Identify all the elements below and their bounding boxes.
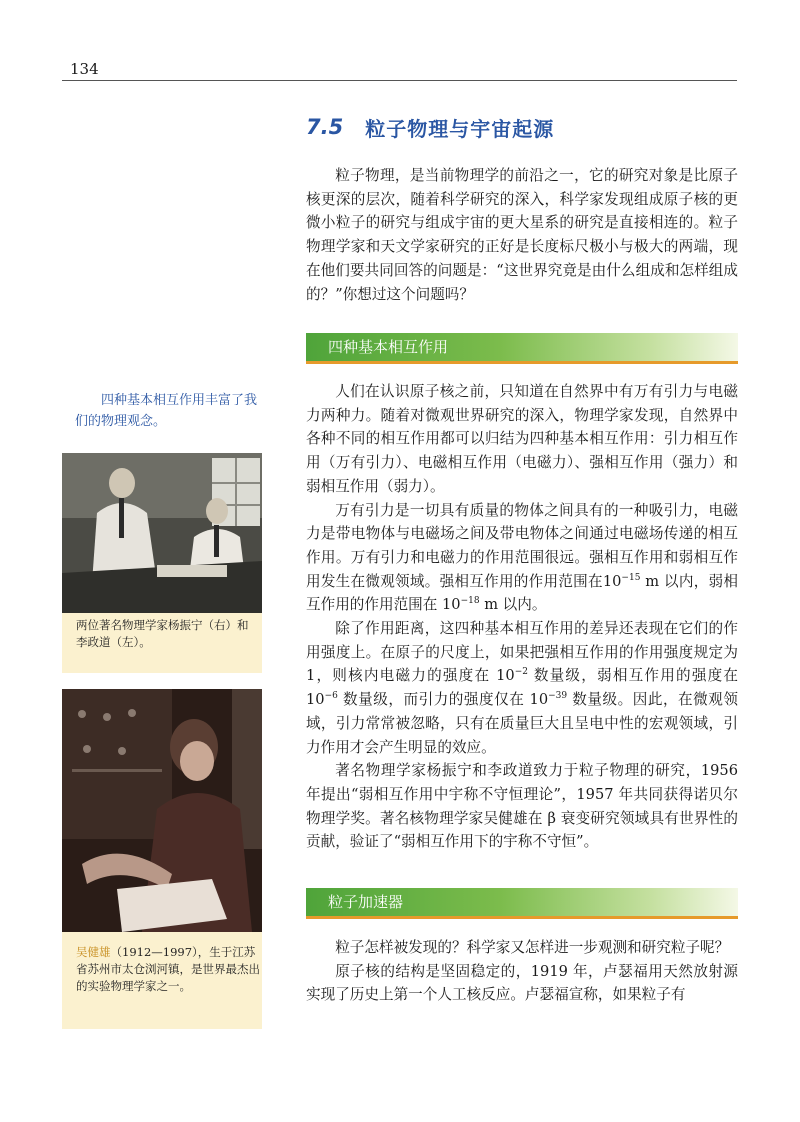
- caption-text: （1912—1997），生于江苏省苏州市太仓浏河镇，是世界最杰出的实验物理学家之一。: [76, 945, 260, 993]
- accelerator-text: [306, 936, 738, 1007]
- photo-wu: [62, 689, 262, 932]
- accelerator-paragraph-2: 原子核的结构是坚固稳定的，1919 年，卢瑟福用天然放射源实现了历史上第一个人工核反应。卢瑟福宣称，如果粒子有: [306, 962, 738, 1004]
- caption-name: 吴健雄: [76, 945, 111, 959]
- forces-paragraph-3: 除了作用距离，这四种基本相互作用的差异还表现在它们的作用强度上。在原子的尺度上，如果把强相互作用的作用强度规定为 1，则核内电磁力的强度在 $10^{-2}$ 数量级，弱相互作用的强度在 $10^{-6}$ 数量级，而引力的强度仅在 $10^{-39}$ 数量级。因此，在微观领域，引力常常被忽略，只有在质量巨大且呈电中性的宏观领域，引力作用才会产生明显的效应。: [306, 620, 739, 756]
- photo-caption-yang-lee: 两位著名物理学家杨振宁（右）和李政道（左）。: [76, 618, 249, 649]
- section-title: 粒子物理与宇宙起源: [365, 116, 555, 141]
- margin-note: 四种基本相互作用丰富了我们的物理观念。: [75, 393, 258, 429]
- photo-frame-wu: [62, 689, 262, 1029]
- forces-text: [306, 380, 738, 854]
- photo-frame-yang-lee: [62, 453, 262, 673]
- accelerator-paragraph-1: 粒子怎样被发现的？科学家又怎样进一步观测和研究粒子呢？: [335, 939, 730, 956]
- forces-paragraph-4: 著名物理学家杨振宁和李政道致力于粒子物理的研究，1956 年提出“弱相互作用中宇称不守恒理论”，1957 年共同获得诺贝尔物理学奖。著名核物理学家吴健雄在 β 衰变研究领域具有世界性的贡献，验证了“弱相互作用下的宇称不守恒”。: [306, 762, 738, 851]
- forces-paragraph-2: 万有引力是一切具有质量的物体之间具有的一种吸引力，电磁力是带电物体与电磁场之间及带电物体之间通过电磁场传递的相互作用。万有引力和电磁力的作用范围很远。强相互作用和弱相互作用发生在微观领域。强相互作用的作用范围在$10^{-15}$ m 以内，弱相互作用的作用范围在 $10^{-18}$ m 以内。: [306, 501, 738, 614]
- section-heading: [306, 107, 554, 147]
- forces-paragraph-1: 人们在认识原子核之前，只知道在自然界中有万有引力与电磁力两种力。随着对微观世界研究的深入，物理学家发现，自然界中各种不同的相互作用都可以归结为四种基本相互作用：引力相互作用（万有引力）、电磁相互作用（电磁力）、强相互作用（强力）和弱相互作用（弱力）。: [306, 383, 738, 495]
- page-number: 134: [70, 60, 99, 78]
- photo-caption-wu: [76, 944, 260, 995]
- photo-yang-lee: [62, 453, 262, 613]
- intro-text: [306, 164, 738, 306]
- header-rule: [62, 80, 737, 81]
- subsection-heading-forces: 四种基本相互作用: [306, 333, 738, 361]
- intro-paragraph: 粒子物理，是当前物理学的前沿之一，它的研究对象是比原子核更深的层次，随着科学研究的深入，科学家发现组成原子核的更微小粒子的研究与组成宇宙的更大星系的研究是直接相连的。粒子物理学家和天文学家研究的正好是长度标尺极小与极大的两端，现在他们要共同回答的问题是：“这世界究竟是由什么组成和怎样组成的？”你想过这个问题吗？: [306, 167, 738, 303]
- section-number: 7.5: [306, 115, 344, 139]
- subsection-heading-accelerator: 粒子加速器: [306, 888, 738, 916]
